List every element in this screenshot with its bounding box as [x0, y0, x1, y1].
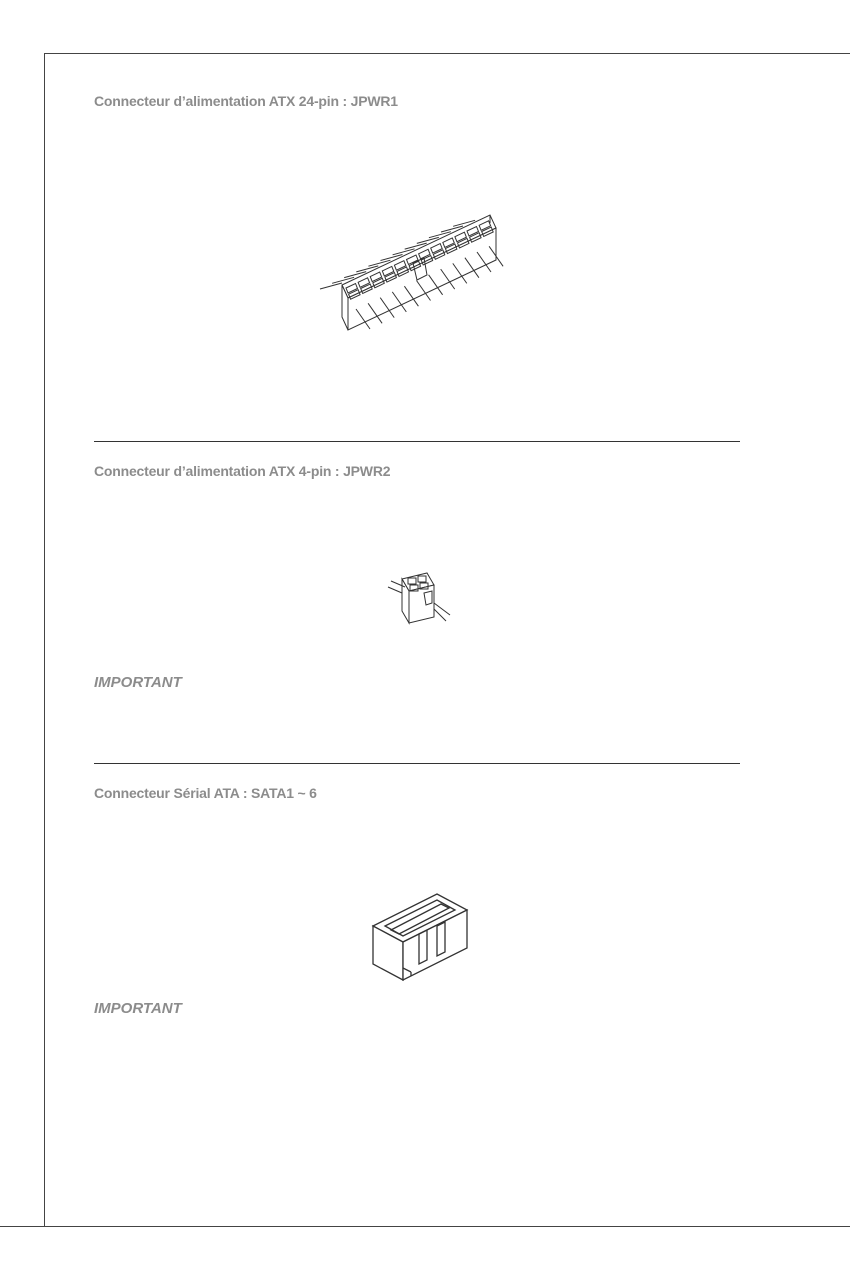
- section-heading-jpwr2: Connecteur d’alimentation ATX 4-pin : JPWR2: [94, 463, 391, 479]
- connector-pin: [382, 266, 394, 276]
- section-divider: [94, 763, 740, 764]
- section-heading-sata: Connecteur Sérial ATA : SATA1 ~ 6: [94, 785, 317, 801]
- connector-pin: [370, 272, 382, 282]
- connector-pin: [358, 278, 370, 288]
- atx-4pin-connector-diagram: [380, 565, 470, 635]
- page-frame-top: [44, 53, 850, 54]
- connector-pin: [394, 261, 406, 271]
- connector-pin: [346, 284, 358, 294]
- connector-pin: [443, 238, 455, 248]
- page-frame-bottom: [0, 1226, 850, 1227]
- atx-24pin-connector-diagram: [300, 205, 540, 345]
- section-heading-jpwr1: Connecteur d’alimentation ATX 24-pin : JPWR1: [94, 93, 398, 109]
- connector-pin: [419, 249, 431, 258]
- page-frame-left: [44, 53, 45, 1227]
- important-notice-label: IMPORTANT: [94, 1000, 182, 1017]
- sata-connector-diagram: [365, 888, 475, 988]
- section-divider: [94, 441, 740, 442]
- connector-pin: [455, 232, 467, 242]
- connector-pin: [467, 227, 479, 237]
- pin-leader-line: [320, 283, 342, 289]
- important-notice-label: IMPORTANT: [94, 674, 182, 691]
- connector-pin: [479, 221, 491, 231]
- connector-pin: [431, 244, 443, 254]
- connector-pin: [407, 255, 419, 265]
